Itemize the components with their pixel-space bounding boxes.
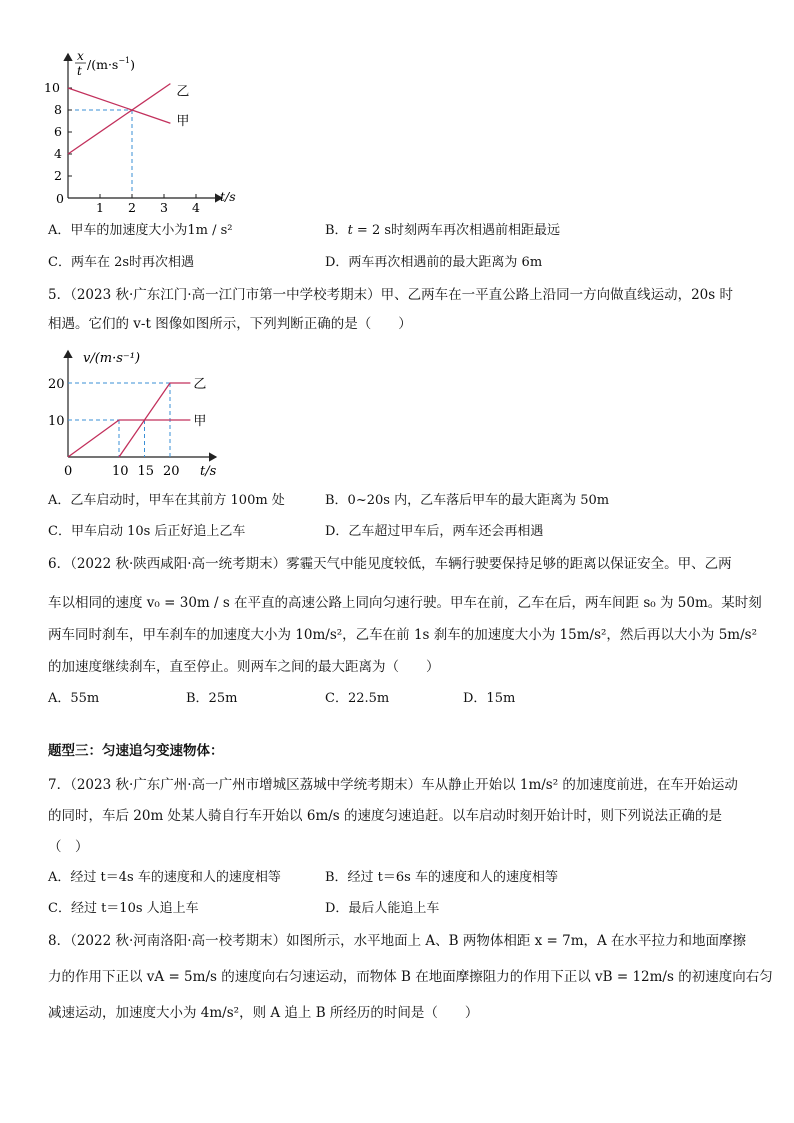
xt-graph — [40, 40, 260, 215]
xt-x-tick-label: 1 — [96, 200, 104, 215]
q4-option-b-var: t — [347, 223, 353, 238]
xt-series — [68, 84, 189, 154]
q4-option-d: D．两车再次相遇前的最大距离为 6m — [325, 255, 543, 270]
q7-option-c: C．经过 t＝10s 人追上车 — [48, 901, 199, 916]
q8-stem-line3: 减速运动，加速度大小为 4m/s²，则 A 追上 B 所经历的时间是（ ） — [48, 1005, 479, 1021]
q6-stem-line4: 的加速度继续刹车，直至停止。则两车之间的最大距离为（ ） — [48, 659, 440, 675]
vt-series — [68, 377, 206, 457]
q6-option-d: D．15m — [463, 691, 516, 706]
vt-x-tick-label: 15 — [137, 464, 155, 479]
q5-option-d: D．乙车超过甲车后，两车还会再相遇 — [325, 524, 544, 539]
section3-heading: 题型三：匀速追匀变速物体： — [48, 743, 224, 759]
q5-stem-line2: 相遇。它们的 v-t 图像如图所示，下列判断正确的是（ ） — [48, 316, 412, 332]
q4-option-c: C．两车在 2s时再次相遇 — [48, 255, 195, 270]
xt-series-line-yi — [68, 84, 170, 154]
xt-origin-label: 0 — [56, 191, 64, 206]
q6-option-a: A．55m — [48, 691, 100, 706]
xt-y-tick-label: 10 — [44, 80, 60, 95]
xt-y-tick-label: 4 — [54, 146, 62, 161]
q6-stem-line1: 6．（2022 秋·陕西咸阳·高一统考期末）雾霾天气中能见度较低，车辆行驶要保持足够的距离以保证安全。甲、乙两 — [48, 556, 732, 572]
xt-ylabel-denominator: t — [77, 64, 82, 78]
q6-stem-line2: 车以相同的速度 v₀ = 30m / s 在平直的高速公路上同向匀速行驶。甲车在前，乙车在后，两车间距 s₀ 为 50m。某时刻 — [48, 595, 762, 611]
q5-option-a: A．乙车启动时，甲车在其前方 100m 处 — [48, 493, 285, 508]
xt-x-tick-label: 4 — [192, 200, 200, 215]
q4-option-b — [325, 222, 560, 240]
xt-series-label: 甲 — [176, 114, 190, 130]
xt-y-tick-label: 8 — [54, 102, 62, 117]
q7-stem-line2: 的同时，车后 20m 处某人骑自行车开始以 6m/s 的速度匀速追赶。以车启动时刻开始计时，则下列说法正确的是 — [48, 808, 723, 824]
q7-stem-line1: 7．（2023 秋·广东广州·高一广州市增城区荔城中学统考期末）车从静止开始以 1m/s² 的加速度前进，在车开始运动 — [48, 777, 738, 793]
vt-y-tick-label: 10 — [48, 414, 65, 429]
q6-option-c: C．22.5m — [325, 691, 390, 706]
q5-stem-line1: 5．（2023 秋·广东江门·高一江门市第一中学校考期末）甲、乙两车在一平直公路上沿同一方向做直线运动，20s 时 — [48, 287, 733, 303]
vt-graph — [40, 345, 250, 480]
xt-axes — [68, 54, 222, 198]
vt-origin-label: 0 — [64, 464, 73, 479]
xt-x-tick-label: 2 — [128, 200, 136, 215]
q4-option-b-prefix: B． — [325, 223, 348, 238]
vt-x-tick-label: 10 — [112, 464, 129, 479]
vt-x-tick-label: 20 — [163, 464, 180, 479]
xt-x-tick-label: 3 — [160, 200, 168, 215]
vt-series-line-jia — [68, 420, 190, 457]
q7-stem-line3: （ ） — [48, 839, 89, 855]
q6-option-b: B．25m — [186, 691, 238, 706]
xt-guides — [68, 110, 132, 198]
vt-series-label: 甲 — [193, 414, 207, 429]
q5-option-c: C．甲车启动 10s 后正好追上乙车 — [48, 524, 246, 539]
q4-option-b-rest: = 2 s时刻两车再次相遇前相距最远 — [352, 223, 561, 238]
q5-option-b: B．0~20s 内，乙车落后甲车的最大距离为 50m — [325, 493, 610, 508]
xt-ylabel-unit: $/(m\cdot s^{-1})$ — [87, 56, 136, 72]
q7-option-b: B．经过 t＝6s 车的速度和人的速度相等 — [325, 870, 558, 885]
xt-series-label: 乙 — [176, 84, 190, 100]
vt-y-tick-label: 20 — [48, 377, 65, 392]
q8-stem-line1: 8．（2022 秋·河南洛阳·高一校考期末）如图所示，水平地面上 A、B 两物体相距 x = 7m，A 在水平拉力和地面摩擦 — [48, 933, 747, 949]
q7-option-d: D．最后人能追上车 — [325, 901, 440, 916]
xt-y-tick-label: 2 — [54, 168, 62, 183]
q4-option-a: A．甲车的加速度大小为1m / s² — [48, 223, 233, 238]
xt-xlabel: t/s — [220, 189, 236, 204]
xt-y-tick-label: 6 — [54, 124, 62, 139]
q6-stem-line3: 两车同时刹车，甲车刹车的加速度大小为 10m/s²，乙车在前 1s 刹车的加速度大小为 15m/s²，然后再以大小为 5m/s² — [48, 627, 757, 643]
xt-ylabel-numerator: x — [77, 49, 84, 63]
vt-xlabel: t/s — [200, 464, 217, 479]
vt-ylabel: v/(m·s⁻¹) — [83, 351, 141, 366]
vt-series-label: 乙 — [193, 377, 207, 392]
xt-series-line-jia — [68, 88, 170, 123]
q8-stem-line2: 力的作用下正以 vA = 5m/s 的速度向右匀速运动，而物体 B 在地面摩擦阻力的作用下正以 vB = 12m/s 的初速度向右匀 — [48, 969, 773, 985]
q7-option-a: A．经过 t＝4s 车的速度和人的速度相等 — [48, 870, 281, 885]
